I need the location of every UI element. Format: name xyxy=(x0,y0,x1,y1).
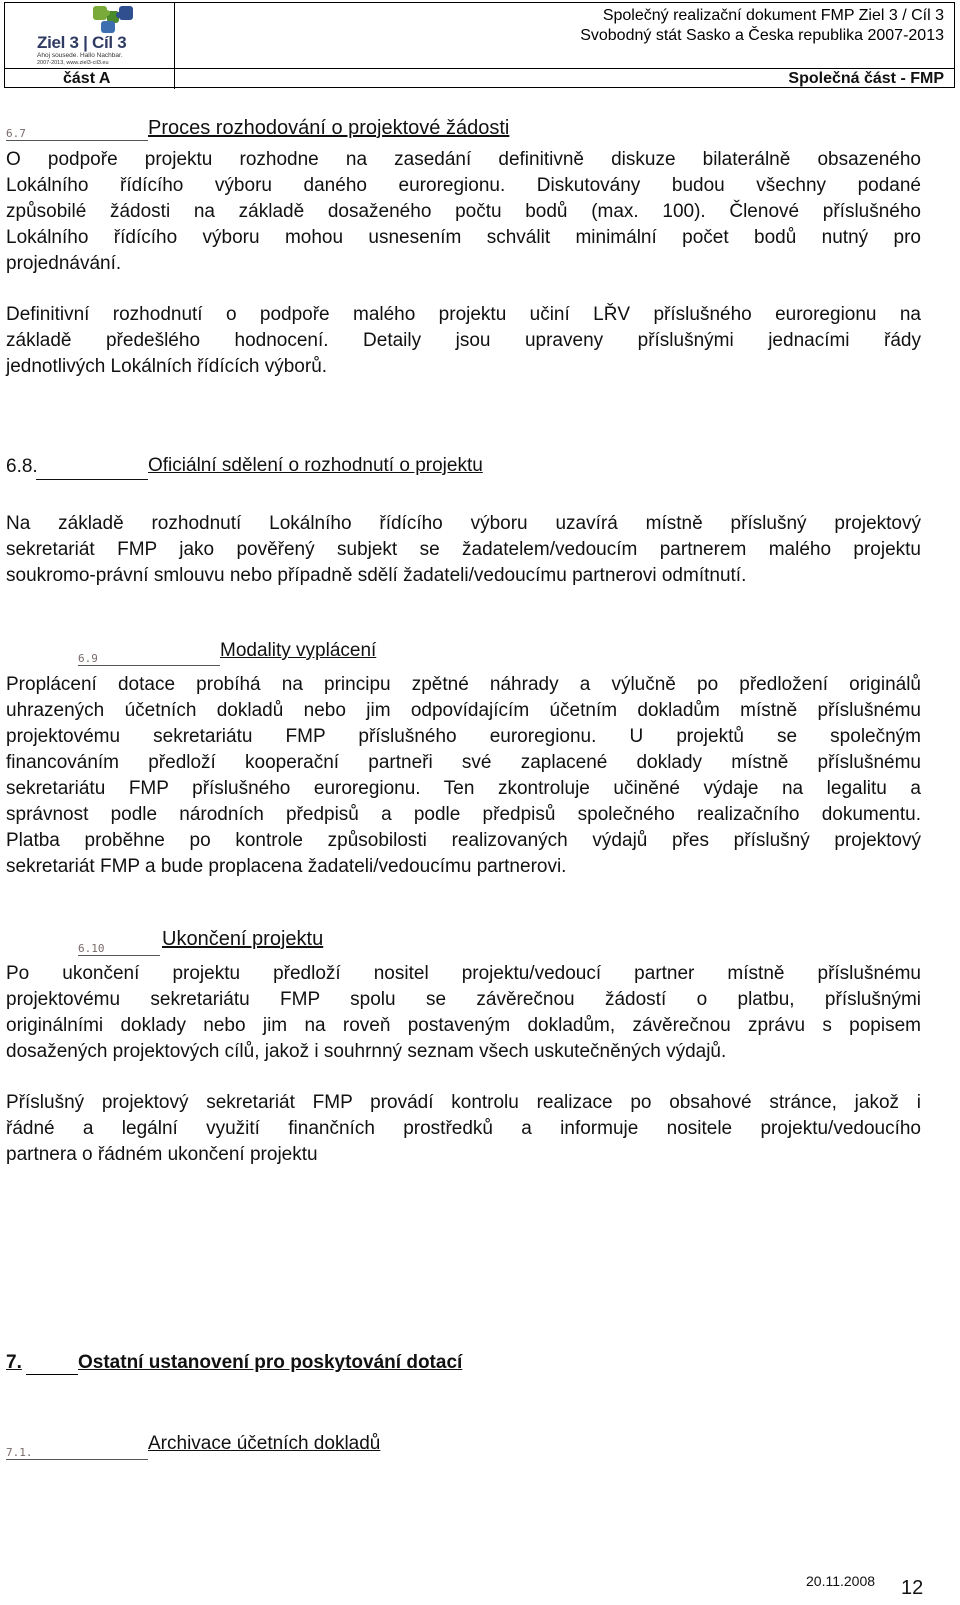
paragraph-6-10-b xyxy=(6,1090,921,1168)
section-title-7-1: Archivace účetních dokladů xyxy=(148,1433,381,1454)
paragraph-6-8 xyxy=(6,511,921,589)
heading-rule xyxy=(78,955,160,956)
text-line: řádné a legální využití finančních prostředků a informuje nositele projektu/vedoucího xyxy=(6,1118,921,1139)
text-line: jednotlivých Lokálních řídících výborů. xyxy=(6,356,328,377)
section-title-6-7: Proces rozhodování o projektové žádosti xyxy=(148,117,510,139)
text-line: projektovému sekretariátu FMP spolu se závěrečnou žádostí o platbu, příslušnými xyxy=(6,989,921,1010)
heading-rule xyxy=(6,1459,148,1460)
logo-title: Ziel 3 | Cíl 3 xyxy=(37,33,127,52)
text-line: Příslušný projektový sekretariát FMP provádí kontrolu realizace po obsahové stránce, jakož i xyxy=(6,1092,921,1113)
text-line: Proplácení dotace probíhá na principu zpětné náhrady a výlučně po předložení originálů xyxy=(6,674,921,695)
heading-rule xyxy=(78,665,220,666)
section-number-7-1: 7.1. xyxy=(6,1446,33,1459)
text-line: originálními doklady nebo jim na roveň postaveným dokladům, závěrečnou zprávu s popisem xyxy=(6,1015,921,1036)
header-divider xyxy=(174,69,175,89)
paragraph-6-7-b xyxy=(6,302,921,380)
section-number-7: 7. xyxy=(6,1352,22,1373)
footer-date: 20.11.2008 xyxy=(806,1573,876,1589)
text-line: Definitivní rozhodnutí o podpoře malého projektu učiní LŘV příslušného euroregionu na xyxy=(6,304,921,325)
text-line: Lokálního řídícího výboru daného euroregionu. Diskutovány budou všechny podané xyxy=(6,175,921,196)
text-line: základě předešlého hodnocení. Detaily jsou upraveny příslušnými jednacími řády xyxy=(6,330,921,351)
page-header xyxy=(4,2,955,88)
text-line: dosažených projektových cílů, jakož i souhrnný seznam všech uskutečněných výdajů. xyxy=(6,1041,727,1062)
text-line: O podpoře projektu rozhodne na zasedání definitivně diskuze bilaterálně obsazeného xyxy=(6,149,921,170)
section-title-6-8: Oficiální sdělení o rozhodnutí o projektu xyxy=(148,455,483,476)
logo-subtitle: Ahoj sousede. Hallo Nachbar. xyxy=(37,52,123,59)
section-title-7: Ostatní ustanovení pro poskytování dotací xyxy=(78,1352,463,1373)
part-label: část A xyxy=(63,70,111,87)
logo-cell xyxy=(5,3,175,69)
text-line: partnera o řádném ukončení projektu xyxy=(6,1144,318,1165)
section-number-6-9: 6.9 xyxy=(78,652,98,665)
heading-rule xyxy=(36,479,148,480)
text-line: sekretariát FMP a bude proplacena žadateli/vedoucímu partnerovi. xyxy=(6,856,567,877)
text-line: způsobilé žádosti na základě dosaženého počtu bodů (max. 100). Členové příslušného xyxy=(6,201,921,222)
text-line: financováním předloží kooperační partneři své zaplacené doklady místně příslušnému xyxy=(6,752,921,773)
text-line: správnost podle národních předpisů a podle předpisů společného realizačního dokumentu. xyxy=(6,804,921,825)
heading-rule xyxy=(6,140,148,141)
text-line: Platba proběhne po kontrole způsobilosti realizovaných výdajů přes příslušný projektový xyxy=(6,830,921,851)
puzzle-logo-icon xyxy=(9,3,169,35)
section-title-6-10: Ukončení projektu xyxy=(162,928,324,950)
paragraph-6-10-a xyxy=(6,961,921,1065)
text-line: projektovému sekretariátu FMP příslušného euroregionu. U projektů se společným xyxy=(6,726,921,747)
header-row-2 xyxy=(5,69,954,89)
heading-rule xyxy=(26,1374,78,1375)
text-line: projednávání. xyxy=(6,253,122,274)
text-line: sekretariát FMP jako pověřený subjekt se žadatelem/vedoucím partnerem malého projektu xyxy=(6,539,921,560)
text-line: soukromo-právní smlouvu nebo případně sdělí žadateli/vedoucímu partnerovi odmítnutí. xyxy=(6,565,747,586)
section-number-6-7: 6.7 xyxy=(6,127,26,140)
text-line: Lokálního řídícího výboru mohou usnesením schválit minimální počet bodů nutný pro xyxy=(6,227,921,248)
doc-title: Společný realizační dokument FMP Ziel 3 / Cíl 3 xyxy=(602,7,944,24)
text-line: Po ukončení projektu předloží nositel projektu/vedoucí partner místně příslušnému xyxy=(6,963,921,984)
logo-url: 2007-2013, www.ziel3-cil3.eu xyxy=(37,60,109,66)
text-line: sekretariátu FMP příslušného euroregionu. Ten zkontroluje učiněné výdaje na legalitu a xyxy=(6,778,921,799)
section-title-6-9: Modality vyplácení xyxy=(220,640,377,661)
paragraph-6-9 xyxy=(6,672,921,880)
text-line: Na základě rozhodnutí Lokálního řídícího výboru uzavírá místně příslušný projektový xyxy=(6,513,921,534)
section-number-6-8: 6.8. xyxy=(6,456,38,477)
doc-subtitle: Svobodný stát Sasko a Česka republika 2007-2013 xyxy=(580,27,944,44)
page-number: 12 xyxy=(901,1577,924,1599)
paragraph-6-7-a xyxy=(6,147,921,277)
common-part-label: Společná část - FMP xyxy=(788,70,944,87)
text-line: uhrazených účetních dokladů nebo jim odpovídajícím účetním dokladům místně příslušnému xyxy=(6,700,921,721)
section-number-6-10: 6.10 xyxy=(78,942,105,955)
header-title-cell xyxy=(175,3,954,69)
